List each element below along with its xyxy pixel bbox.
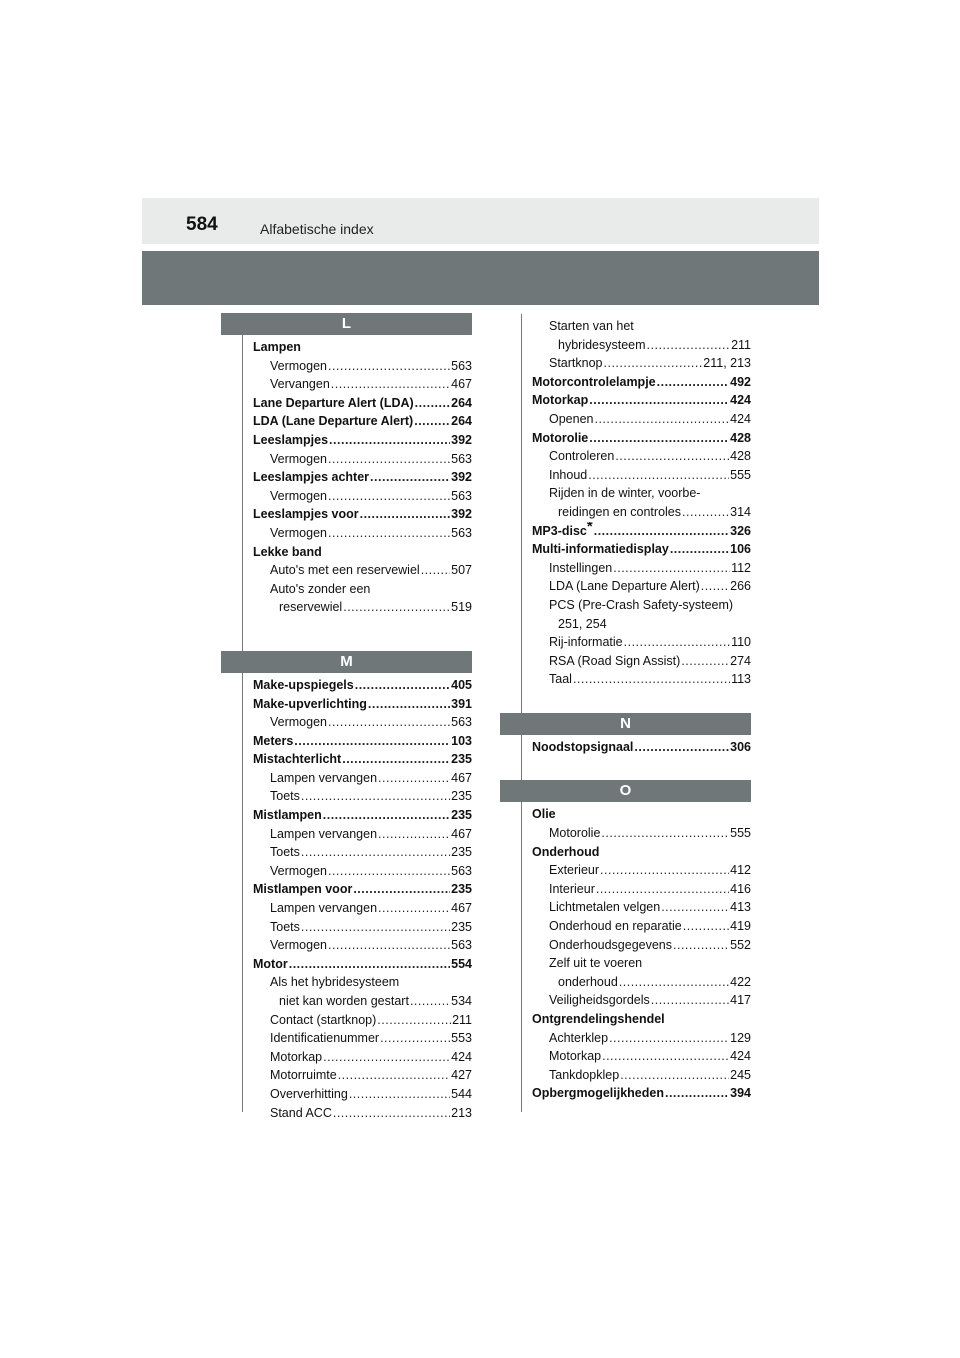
index-entry: Meters ..... 103 [253,732,472,751]
index-subentry: Veiligheidsgordels ..... 417 [532,991,751,1010]
footnote-asterisk: * [586,521,593,535]
index-subentry: Toets ..... 235 [253,843,472,862]
index-entry: Olie [532,807,556,822]
section-header-l: L [221,313,472,335]
index-subentry: Rijden in de winter, voorbe- [549,486,701,501]
index-entry: Leeslampjes voor ..... 392 [253,505,472,524]
index-subentry: Onderhoud en reparatie ..... 419 [532,917,751,936]
index-subentry: Interieur ..... 416 [532,880,751,899]
index-subentry: Onderhoudsgegevens ..... 552 [532,936,751,955]
index-subentry-continued: hybridesysteem ..... 211 [532,336,751,355]
index-subentry: Vermogen ..... 563 [253,450,472,469]
index-subentry: Lampen vervangen ..... 467 [253,769,472,788]
index-subentry: Toets ..... 235 [253,787,472,806]
index-entry: Make-upspiegels ..... 405 [253,676,472,695]
index-entry: Leeslampjes achter ..... 392 [253,468,472,487]
index-subentry: Motorolie ..... 555 [532,824,751,843]
index-subentry: Startknop ..... 211, 213 [532,354,751,373]
index-subentry: Lampen vervangen ..... 467 [253,899,472,918]
index-subentry: Vervangen ..... 467 [253,375,472,394]
index-subentry: Auto's met een reservewiel ..... 507 [253,561,472,580]
index-subentry: Vermogen ..... 563 [253,936,472,955]
index-subentry: Inhoud ..... 555 [532,466,751,485]
index-entry: Lane Departure Alert (LDA) ..... 264 [253,394,472,413]
index-entry: Mistachterlicht ..... 235 [253,750,472,769]
index-entry: Lekke band [253,544,322,559]
index-subentry: Controleren ..... 428 [532,447,751,466]
index-subentry: Motorkap ..... 424 [253,1048,472,1067]
index-entry: Onderhoud [532,844,600,859]
header-band [142,198,819,244]
index-entry: Lampen [253,340,301,354]
index-entry: Motorolie ..... 428 [532,429,751,448]
index-subentry-continued: reservewiel ..... 519 [253,598,472,617]
index-subentry: Auto's zonder een [270,581,371,596]
index-subentry: PCS (Pre-Crash Safety-systeem) [549,597,734,612]
index-subentry: Openen ..... 424 [532,410,751,429]
index-entry: Mistlampen ..... 235 [253,806,472,825]
index-subentry: Exterieur ..... 412 [532,861,751,880]
index-subentry: Oververhitting ..... 544 [253,1085,472,1104]
index-subentry: Vermogen ..... 563 [253,487,472,506]
index-entry: Motor ..... 554 [253,955,472,974]
index-subentry-continued: reidingen en controles ..... 314 [532,503,751,522]
index-subentry: Toets ..... 235 [253,918,472,937]
index-subentry: Rij-informatie ..... 110 [532,633,751,652]
index-subentry: Vermogen ..... 563 [253,713,472,732]
section-header-o: O [500,780,751,802]
index-subentry: Als het hybridesysteem [270,975,400,990]
index-subentry-continued: niet kan worden gestart ..... 534 [253,992,472,1011]
index-subentry: Vermogen ..... 563 [253,357,472,376]
index-subentry: Taal ..... 113 [532,670,751,689]
index-subentry: Vermogen ..... 563 [253,862,472,881]
index-subentry: Starten van het [549,319,634,333]
index-subentry: Motorkap ..... 424 [532,1047,751,1066]
index-subentry: Vermogen ..... 563 [253,524,472,543]
index-column-right [500,313,751,1103]
index-subentry: Achterklep ..... 129 [532,1029,751,1048]
index-subentry-pages: 251, 254 [558,616,607,631]
index-entry: Make-upverlichting ..... 391 [253,695,472,714]
index-entry: Mistlampen voor ..... 235 [253,880,472,899]
index-subentry: LDA (Lane Departure Alert) ..... 266 [532,577,751,596]
page-number: 584 [186,214,218,235]
section-header-m: M [221,651,472,673]
index-subentry: Contact (startknop) ..... 211 [253,1011,472,1030]
index-entry: Leeslampjes ..... 392 [253,431,472,450]
index-subentry: Stand ACC ..... 213 [253,1104,472,1123]
index-entry: LDA (Lane Departure Alert) ..... 264 [253,412,472,431]
index-entry: Motorkap ..... 424 [532,391,751,410]
index-entry: MP3-disc* ..... 326 [532,522,751,541]
index-subentry: Zelf uit te voeren [549,956,643,971]
index-subentry: Tankdopklep ..... 245 [532,1066,751,1085]
decorative-band [142,251,819,305]
index-subentry: Lampen vervangen ..... 467 [253,825,472,844]
index-subentry: Instellingen ..... 112 [532,559,751,578]
index-subentry: Identificatienummer ..... 553 [253,1029,472,1048]
section-header-n: N [500,713,751,735]
index-subentry: Motorruimte ..... 427 [253,1066,472,1085]
page-title: Alfabetische index [260,221,374,237]
index-subentry: Lichtmetalen velgen ..... 413 [532,898,751,917]
index-column-left [221,313,472,1122]
index-entry: Ontgrendelingshendel [532,1012,665,1026]
index-subentry-continued: onderhoud ..... 422 [532,973,751,992]
index-subentry: RSA (Road Sign Assist) ..... 274 [532,652,751,671]
index-entry: Motorcontrolelampje ..... 492 [532,373,751,392]
index-entry: Multi-informatiedisplay ..... 106 [532,540,751,559]
index-entry: Opbergmogelijkheden ..... 394 [532,1084,751,1103]
index-entry: Noodstopsignaal ..... 306 [532,738,751,757]
